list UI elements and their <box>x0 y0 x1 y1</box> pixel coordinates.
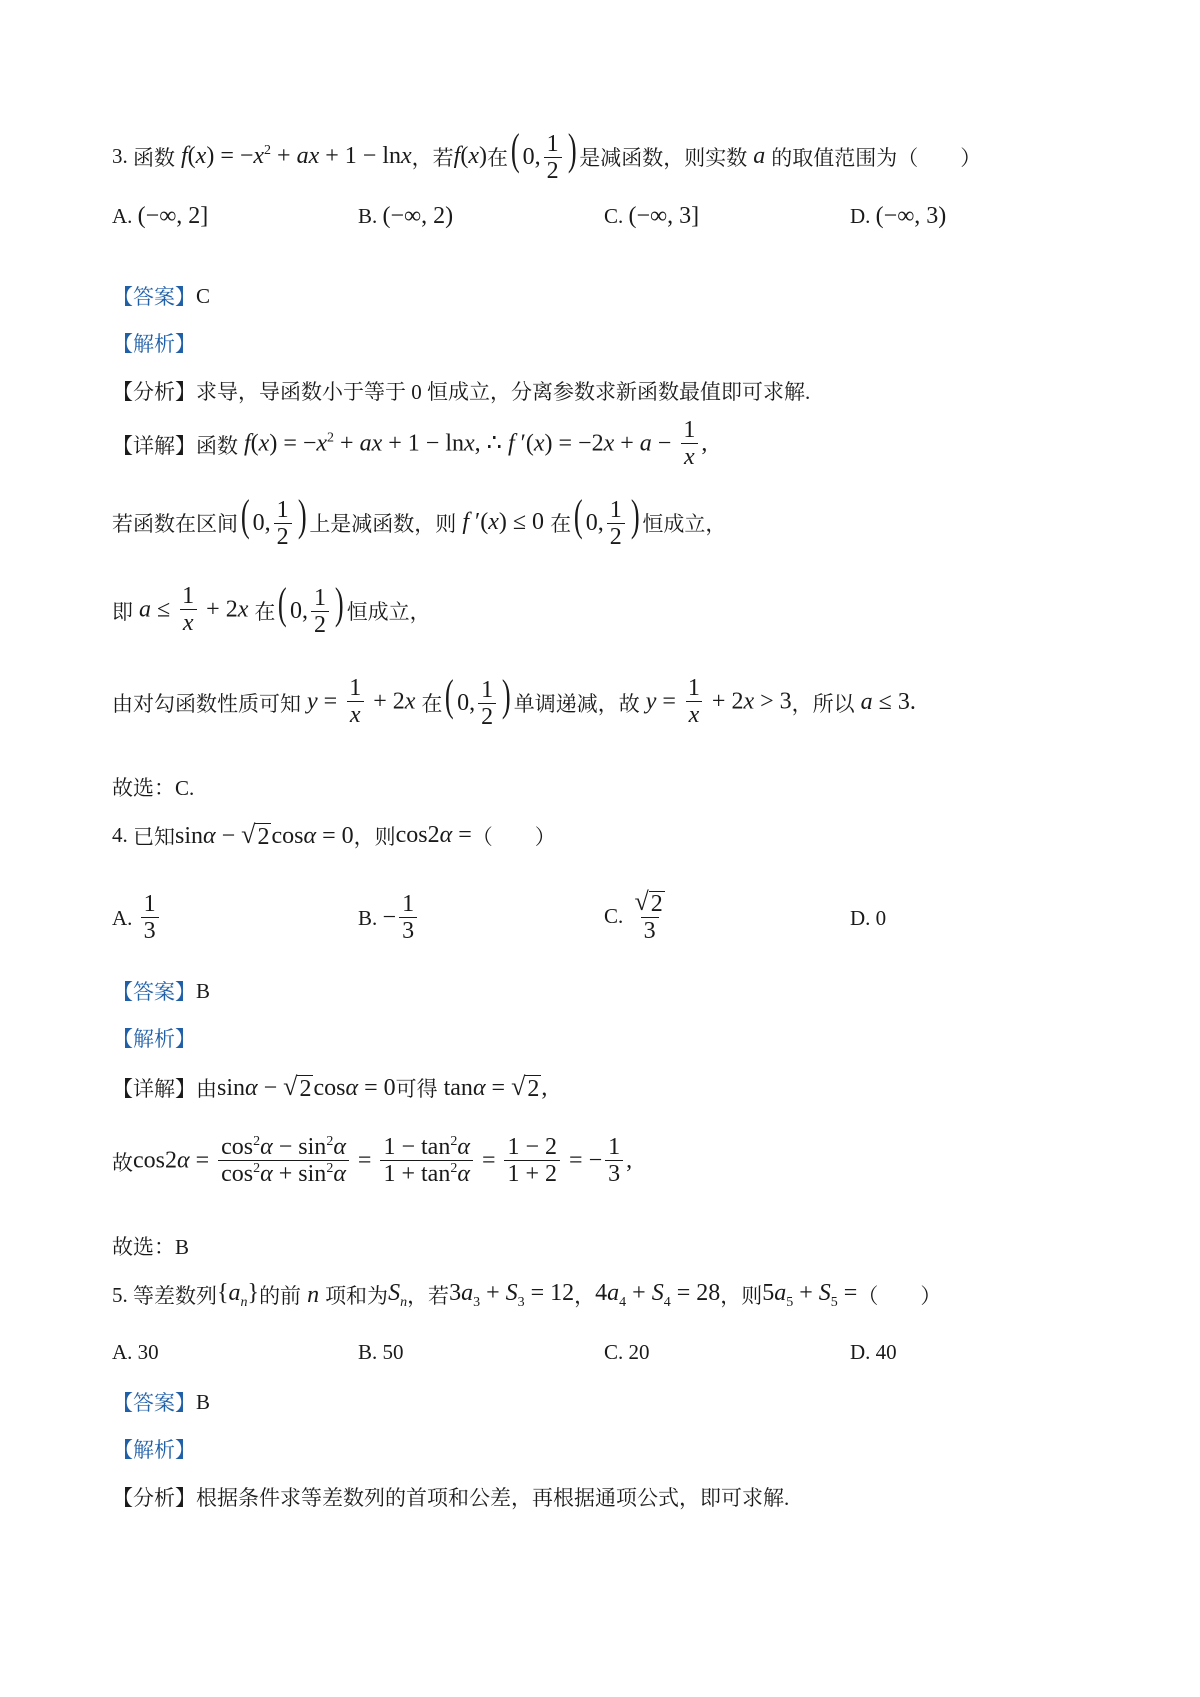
q4-conclusion: 故选：B <box>112 1235 190 1259</box>
q4-number: 4. <box>112 823 128 847</box>
q3-number: 3. <box>112 144 128 169</box>
q4-option-c: C. √ 2 3 <box>604 887 663 945</box>
q5-option-a: A. 30 <box>112 1340 159 1364</box>
q3-function-formula: $f(x) = -x^2$ + ax + 1 − lnx <box>181 143 412 170</box>
q3-answer: 【答案】 C <box>112 283 211 309</box>
q5-option-d: D. 40 <box>850 1340 897 1364</box>
q3-derivative-formula: $f(x) = -x^2$ + ax + 1 − lnx, ∴ f ′(x) = −2x + a − $\frac{1}{x}$ , <box>244 417 708 471</box>
q5-answer: 【答案】 B <box>112 1389 211 1415</box>
q4-option-d: D. 0 <box>850 906 887 930</box>
q5-option-c: C. 20 <box>604 1340 650 1364</box>
q4-analysis-heading: 【解析】 <box>112 1027 196 1051</box>
q3-detail-3: 即 a ≤ $\frac{1}{x}$ + 2x 在 ( 0, $\frac{1}{2}$ ) 恒成立， <box>112 579 431 638</box>
q3-detail-1: 【详解】 函数 $f(x) = -x^2$ + ax + 1 − lnx, ∴ f ′(x) = −2x + a − $\frac{1}{x}$ , <box>112 417 708 471</box>
q5-stem: 5. 等差数列 $\{a_n\}$ 的前 n 项和为 $S_n$ ，若 $3a_3 + S_3 = 12$ ， $4a_4 + S_4 = 28$ ，则 $5a_5 + S_5$ = （ ） <box>112 1280 942 1310</box>
q5-option-b: B. 50 <box>358 1340 404 1364</box>
q4-answer: 【答案】 B <box>112 978 211 1004</box>
q4-stem: 4. 已知 sinα − √ 2 cosα = 0 ，则 cos2α = （ ） <box>112 820 556 850</box>
q4-option-a: A. $\frac{1}{3}$ <box>112 892 162 946</box>
q3-option-b: B. (−∞, 2) <box>358 203 454 229</box>
q3-option-a: A. (−∞, 2] <box>112 203 209 229</box>
q3-analysis-heading: 【解析】 <box>112 332 196 356</box>
q5-number: 5. <box>112 1282 128 1307</box>
q4-detail-2: 故 cos2α = $\frac{\cos^2\alpha - \sin^2\alpha}{\cos^2\alpha + \sin^2\alpha}$ = $\frac{1 - \tan^2\alpha}{1 + \tan^2\alpha}$ = $\frac{1 - 2}{1 + 2}$ = − $\frac{1}{3}$ , <box>112 1134 633 1188</box>
q3-fenxi: 【分析】 求导，导函数小于等于 0 恒成立，分离参数求新函数最值即可求解. <box>112 380 811 404</box>
q3-interval: ( 0, $\frac{1}{2}$ ) <box>510 125 577 184</box>
q5-fenxi: 【分析】 根据条件求等差数列的首项和公差，再根据通项公式，即可求解. <box>112 1486 790 1510</box>
q3-option-c: C. (−∞, 3] <box>604 203 700 229</box>
q4-detail-1: 【详解】 由 sinα − √ 2 cosα = 0 可得 tanα = √ 2 , <box>112 1072 548 1102</box>
q3-stem: 3. 函数 $f(x) = -x^2$ + ax + 1 − lnx ，若 f(x) 在 ( 0, $\frac{1}{2}$ ) 是减函数，则实数 a 的取值范围为（ ） <box>112 125 982 184</box>
q5-analysis-heading: 【解析】 <box>112 1438 196 1462</box>
q3-option-d: D. (−∞, 3) <box>850 203 947 229</box>
q4-option-b: B. − $\frac{1}{3}$ <box>358 892 420 946</box>
q3-detail-2: 若函数在区间 ( 0, $\frac{1}{2}$ ) 上是减函数，则 f ′(x) ≤ 0 在 ( 0, $\frac{1}{2}$ ) 恒成立， <box>112 491 727 550</box>
q3-conclusion: 故选：C. <box>112 776 195 800</box>
q3-detail-4: 由对勾函数性质可知 y = $\frac{1}{x}$ + 2x 在 ( 0, $\frac{1}{2}$ ) 单调递减，故 y = $\frac{1}{x}$ + 2x > 3 ，所以 a ≤ 3. <box>112 671 916 730</box>
